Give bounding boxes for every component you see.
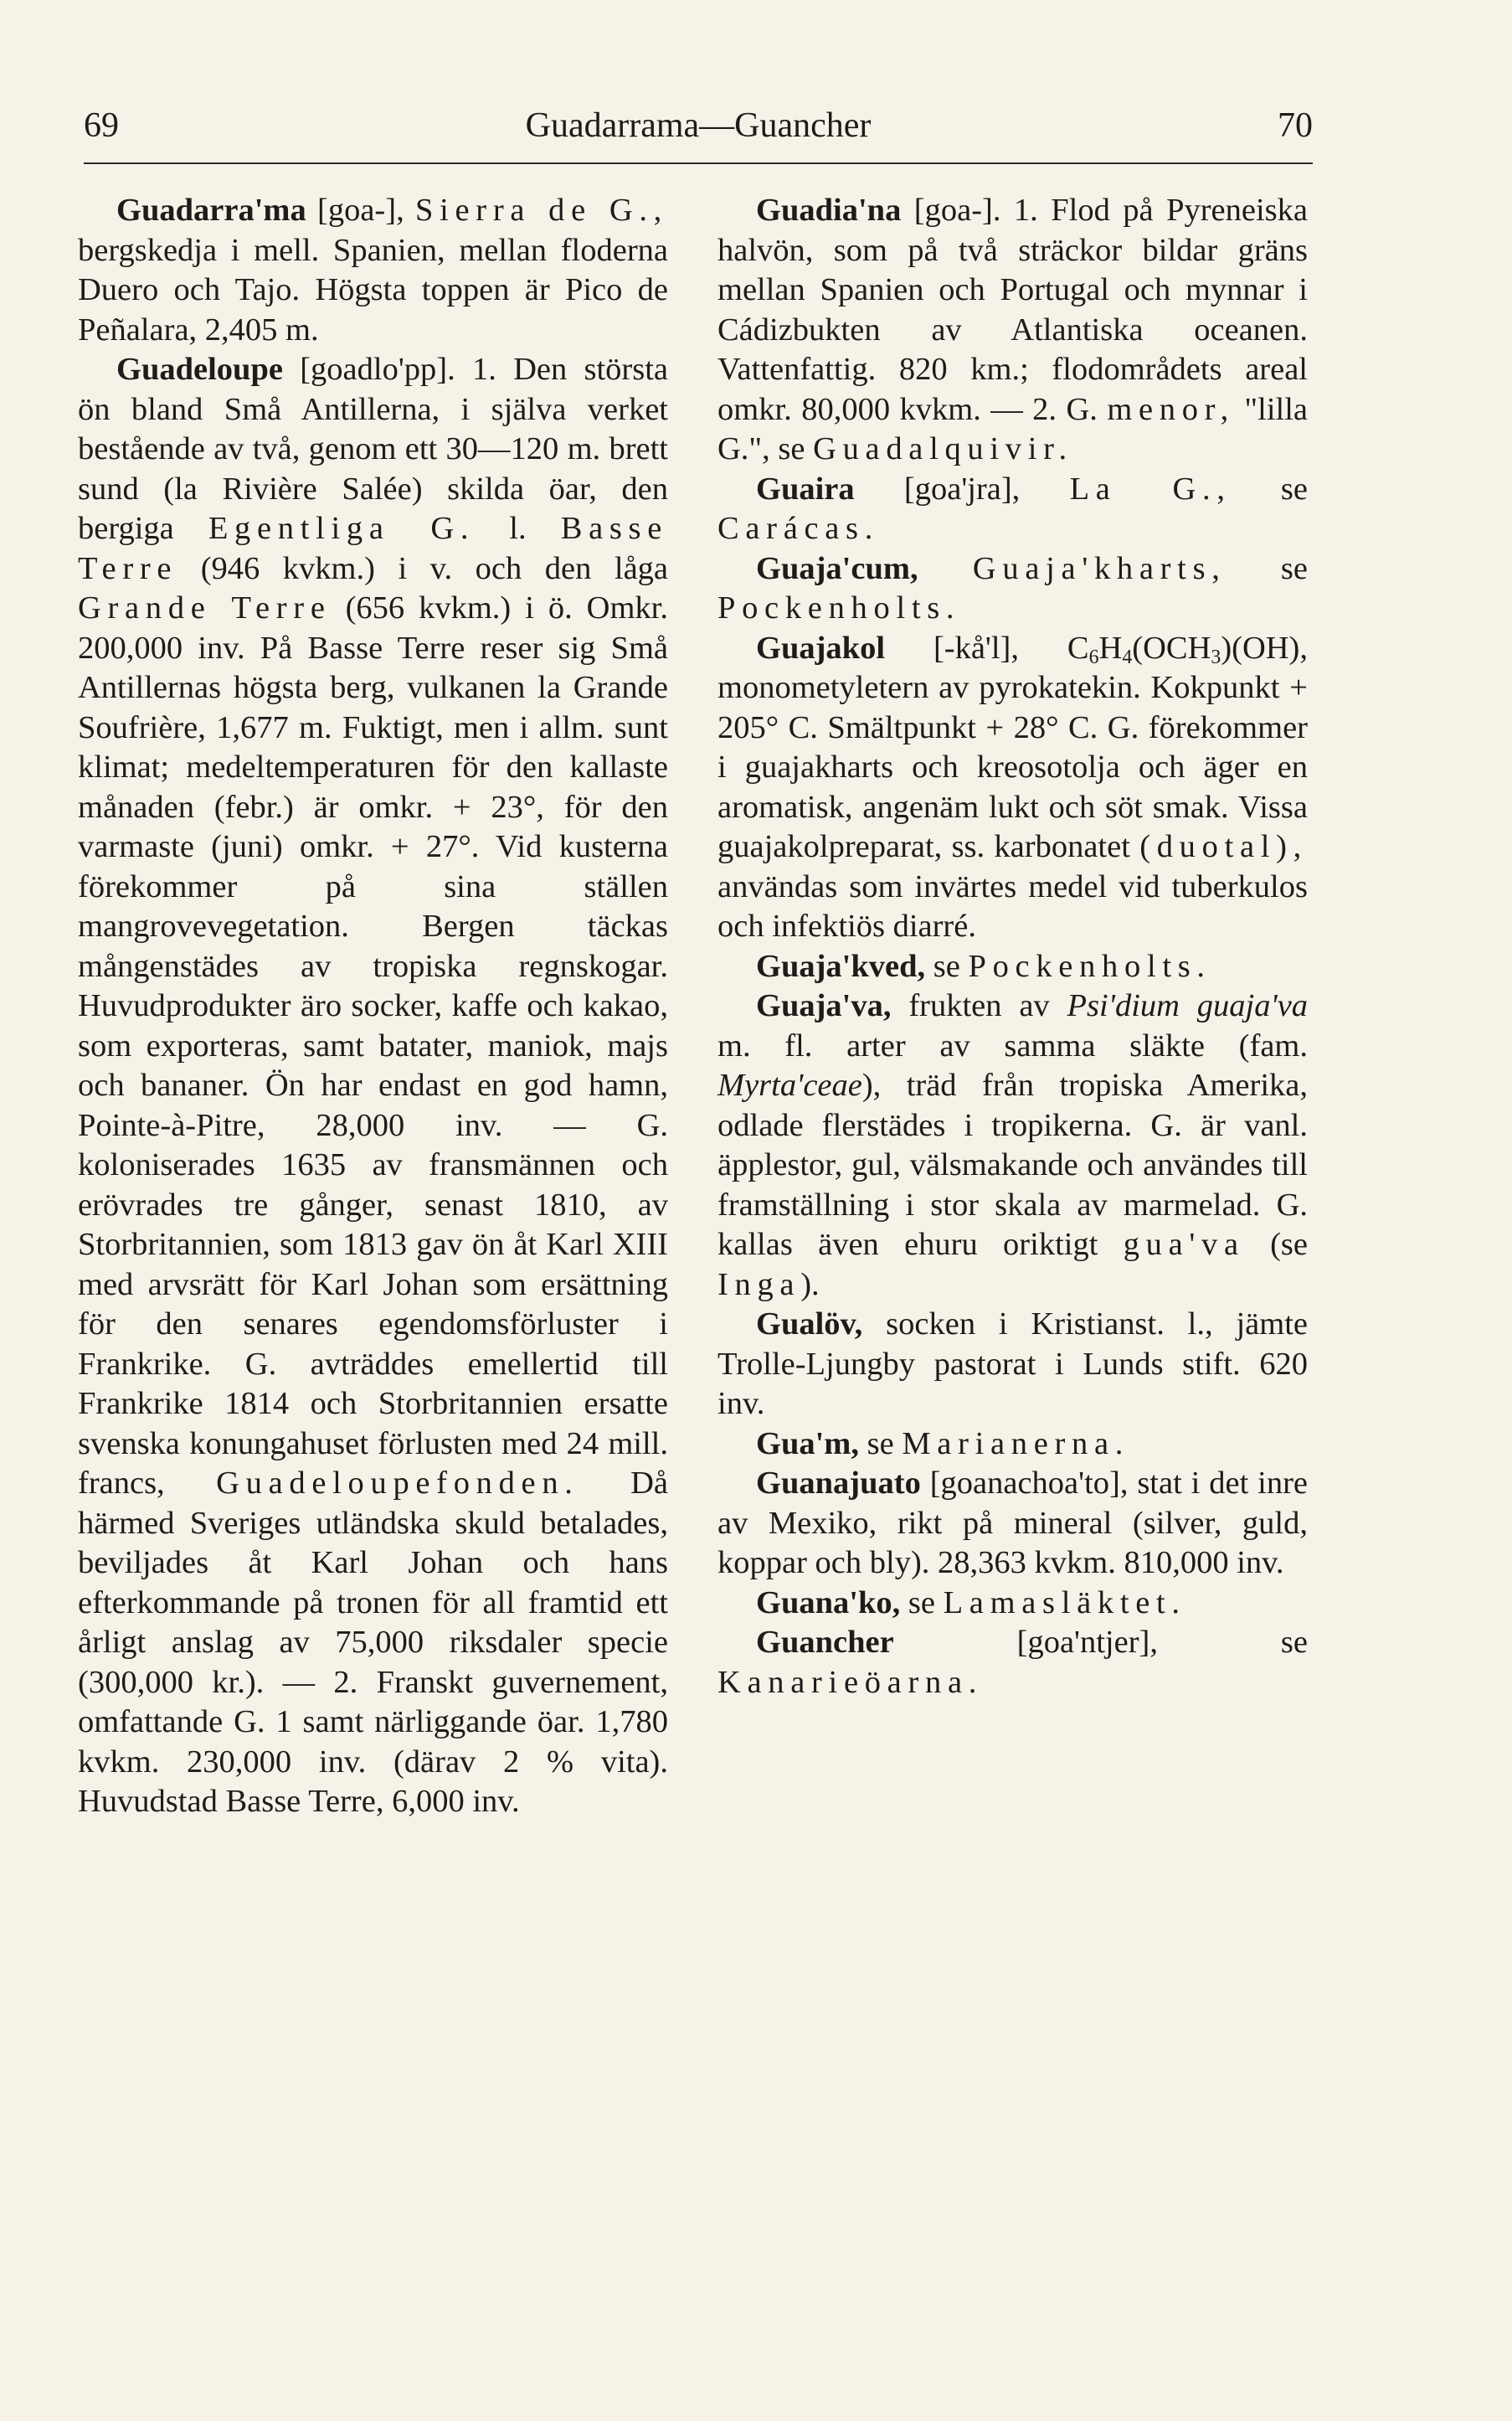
entry-text: se [867, 1425, 894, 1461]
spaced-name: Guaja'kharts, [972, 550, 1227, 586]
entry-guam [717, 1424, 1308, 1465]
headword: Guadeloupe [116, 352, 283, 387]
entry-text: socken i Kristianst. l., jämte Trolle-Ljungby pastorat i Lunds stift. 620 inv. [717, 1306, 1308, 1421]
entry-text: [goa-]. 1. Flod på Pyreneiska halvön, som på två sträckor bildar gräns mellan Spanien och Portugal och mynnar i Cádizbukten av Atlantiska oceanen. Vattenfattig. 820 km.; flodområdets areal omkr. 80,000 kvkm. — 2. G. [717, 193, 1308, 427]
cross-reference: Inga [717, 1266, 801, 1302]
entry-text: (se [1270, 1227, 1309, 1262]
cross-reference: Pockenholts. [717, 590, 961, 626]
entry-guadeloupe [78, 350, 668, 1822]
entry-guadarrama [78, 191, 668, 350]
entry-text: ). [800, 1266, 820, 1302]
header-rule [84, 162, 1313, 164]
entry-text: bergskedja i mell. Spanien, mellan floderna Duero och Tajo. Högsta toppen är Pico de Peñalara, 2,405 m. [78, 232, 668, 348]
entry-text: ), träd från tropiska Amerika, odlade flerstädes i tropikerna. G. är vanl. äpplestor, gul, välsmakande och användes till framställning i stor skala av marmelad. G. kallas även ehuru oriktigt [717, 1068, 1308, 1262]
right-column [717, 191, 1308, 1702]
headword: Guajakol [756, 630, 886, 666]
formula-subscript: 4 [1122, 646, 1133, 668]
spaced-name: Basse Terre [78, 511, 669, 586]
pronunciation: [goa-], [317, 193, 404, 228]
headword: Gua'm, [756, 1425, 860, 1461]
formula-subscript: 6 [1088, 646, 1099, 668]
entry-gualov [717, 1305, 1308, 1424]
headword: Guaja'va, [756, 988, 892, 1023]
entry-text: frukten av [908, 988, 1050, 1023]
entry-text: användas som invärtes medel vid tuberkulos och infektiös diarré. [717, 868, 1308, 944]
entry-text: [goadlo'pp]. 1. Den största ön bland Små Antillerna, i själva verket bestående av två, genom ett 30—120 m. brett sund (la Rivière Salée) skilda öar, den bergiga [78, 352, 668, 546]
left-column [78, 191, 668, 1822]
entry-text: (946 kvkm.) i v. och den låga [200, 550, 669, 586]
entry-guanako [717, 1584, 1308, 1624]
entry-text: m. fl. arter av samma släkte (fam. [717, 1028, 1308, 1064]
headword: Guadarra'ma [116, 193, 306, 228]
spaced-name: Grande Terre [78, 590, 332, 626]
cross-reference: Pockenholts. [968, 948, 1211, 984]
formula-part: )(OH), [1221, 630, 1309, 666]
entry-text: monometyletern av pyrokatekin. Kokpunkt + 205° C. Smältpunkt + 28° C. G. förekommer i guajakharts och kreosotolja och äger en aromatisk, angenäm lukt och söt smak. Vissa guajakolpreparat, ss. karbonatet [717, 670, 1308, 864]
entry-text: se [1280, 550, 1308, 586]
running-header [84, 100, 1313, 151]
spaced-name: La G., [1069, 471, 1232, 507]
entry-text: Då härmed Sveriges utländska skuld betalades, beviljades åt Karl Johan och hans efterkommande på tronen för all framtid ett årligt anslag av 75,000 riksdaler specie (300,000 kr.). — 2. Franskt guvernement, omfattande G. 1 samt närliggande öar. 1,780 kvkm. 230,000 inv. (därav 2 % vita). Huvudstad Basse Terre, 6,000 inv. [78, 1465, 669, 1819]
entry-guajakved [717, 947, 1308, 987]
spaced-name: Sierra de G., [415, 193, 669, 228]
latin-name: Myrta'ceae [717, 1068, 862, 1103]
cross-reference: Marianerna. [902, 1425, 1130, 1461]
running-title: Guadarrama—Guancher [525, 106, 872, 145]
headword: Guanajuato [756, 1465, 921, 1501]
spaced-name: (duotal), [1139, 829, 1309, 864]
entry-text: se [1280, 471, 1308, 507]
page-number-left: 69 [84, 106, 119, 145]
entry-text: [goa'jra], [903, 471, 1021, 507]
spaced-name: menor, [1107, 391, 1235, 427]
spaced-name: guа'vа [1123, 1227, 1245, 1262]
entry-text: "lilla G.", se [717, 391, 1309, 466]
formula-part: C [1067, 630, 1089, 666]
entry-text: se [908, 1584, 935, 1620]
entry-text: [goa'ntjer], se [1016, 1625, 1308, 1660]
entry-text: se [933, 948, 960, 984]
headword: Guadia'na [756, 193, 902, 228]
cross-reference: Lamasläktet. [943, 1584, 1186, 1620]
entry-text: [goanachoa'to], stat i det inre av Mexiko, rikt på mineral (silver, guld, koppar och bly). 28,363 kvkm. 810,000 inv. [717, 1465, 1308, 1580]
headword: Gualöv, [756, 1306, 863, 1342]
entry-guadiana [717, 191, 1308, 470]
spaced-name: Egentliga G. [208, 511, 476, 546]
entry-text: (656 kvkm.) i ö. Omkr. 200,000 inv. På Basse Terre reser sig Små Antillernas högsta berg, vulkanen la Grande Soufrière, 1,677 m. Fuktigt, men i allm. sunt klimat; medeltemperaturen för den kallaste månaden (febr.) är omkr. + 23°, för den varmaste (juni) omkr. + 27°. Vid kusterna förekommer på sina ställen mangrovevegetation. Bergen täckas mångenstädes av tropiska regnskogar. Huvudprodukter äro socker, kaffe och kakao, som exporteras, samt batater, maniok, majs och bananer. Ön har endast en god hamn, Pointe-à-Pitre, 28,000 inv. — G. koloniserades 1635 av fransmännen och erövrades tre gånger, senast 1810, av Storbritannien, som 1813 gav ön åt Karl XIII med arvsrätt för Karl Johan som ersättning för den senares egendomsförluster i Frankrike. G. avträddes emellertid till Frankrike 1814 och Storbritannien ersatte svenska konungahuset förlusten med 24 mill. francs, [78, 590, 669, 1501]
headword: Guancher [756, 1625, 894, 1660]
headword: Guaja'cum, [756, 550, 918, 586]
entry-guanajuato [717, 1464, 1308, 1584]
formula-subscript: 3 [1211, 646, 1221, 668]
entry-guajakol [717, 629, 1308, 947]
cross-reference: Guadalquivir. [813, 431, 1073, 466]
headword: Guaira [756, 471, 855, 507]
cross-reference: Kanarieöarna. [717, 1664, 984, 1700]
page-number-right: 70 [1278, 106, 1313, 145]
entry-text: l. [509, 511, 527, 546]
entry-guancher [717, 1623, 1308, 1702]
headword: Guana'ko, [756, 1584, 901, 1620]
entry-guaira [717, 470, 1308, 549]
formula-part: (OCH [1132, 630, 1211, 666]
entry-guajacum [717, 549, 1308, 629]
spaced-name: Guadeloupefonden. [216, 1465, 579, 1501]
entry-guajava [717, 986, 1308, 1305]
headword: Guaja'kved, [756, 948, 926, 984]
cross-reference: Carácas. [717, 511, 880, 546]
formula-part: H [1098, 630, 1123, 666]
chemical-formula [1067, 631, 1308, 666]
latin-name: Psi'dium guaja'va [1067, 988, 1309, 1023]
entry-text: [-kå'l], [933, 630, 1019, 666]
